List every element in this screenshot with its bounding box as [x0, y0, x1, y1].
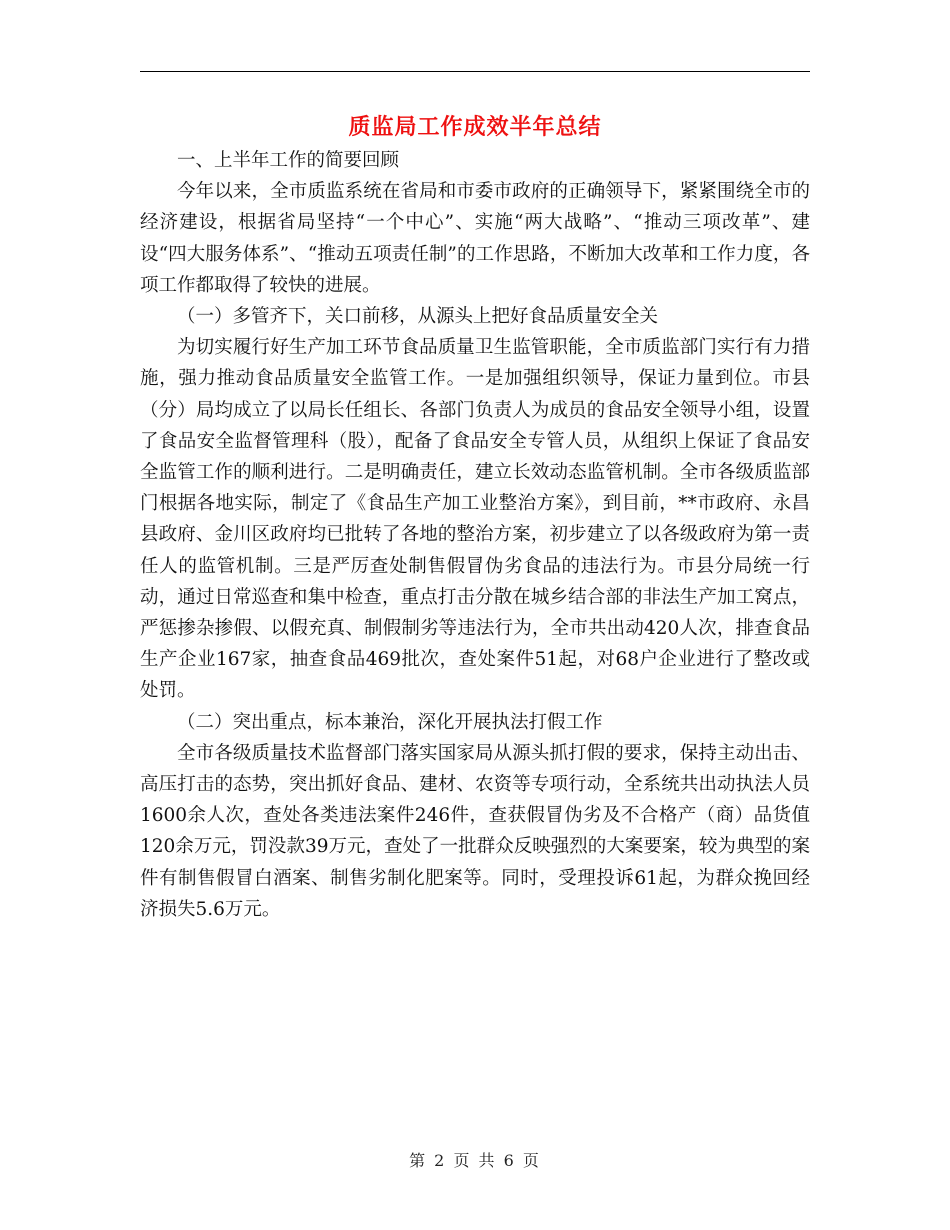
subsection-heading-food-safety: （一）多管齐下，关口前移，从源头上把好食品质量安全关 [177, 306, 659, 328]
paragraph-food-safety: 为切实履行好生产加工环节食品质量卫生监管职能，全市质监部门实行有力措施，强力推动食品质量安全监管工作。一是加强组织领导，保证力量到位。市县（分）局均成立了以局长任组长、各部门负责人为成员的食品安全领导小组，设置了食品安全监督管理科（股），配备了食品安全专管人员，从组织上保证了食品安全监管工作的顺利进行。二是明确责任，建立长效动态监管机制。全市各级质监部门根据各地实际，制定了《食品生产加工业整治方案》，到目前，**市政府、永昌县政府、金川区政府均已批转了各地的整治方案，初步建立了以各级政府为第一责任人的监管机制。三是严厉查处制售假冒伪劣食品的违法行为。市县分局统一行动，通过日常巡查和集中检查，重点打击分散在城乡结合部的非法生产加工窝点，严惩掺杂掺假、以假充真、制假制劣等违法行为，全市共出动420人次，排查食品生产企业167家，抽查食品469批次，查处案件51起，对68户企业进行了整改或处罚。 [140, 337, 810, 702]
header-rule [140, 71, 810, 72]
subsection-heading-anti-counterfeit: （二）突出重点，标本兼治，深化开展执法打假工作 [177, 711, 603, 733]
paragraph-anti-counterfeit: 全市各级质量技术监督部门落实国家局从源头抓打假的要求，保持主动出击、高压打击的态势，突出抓好食品、建材、农资等专项行动，全系统共出动执法人员1600余人次，查处各类违法案件246件，查获假冒伪劣及不合格产（商）品货值120余万元，罚没款39万元，查处了一批群众反映强烈的大案要案，较为典型的案件有制售假冒白酒案、制售劣制化肥案等。同时，受理投诉61起，为群众挽回经济损失5.6万元。 [140, 742, 810, 920]
document-title: 质监局工作成效半年总结 [348, 115, 602, 140]
paragraph-intro: 今年以来，全市质监系统在省局和市委市政府的正确领导下，紧紧围绕全市的经济建设，根据省局坚持“一个中心”、实施“两大战略”、“推动三项改革”、建设“四大服务体系”、“推动五项责任制”的工作思路，不断加大改革和工作力度，各项工作都取得了较快的进展。 [140, 181, 810, 296]
document-body [140, 145, 810, 925]
section-heading-review: 一、上半年工作的简要回顾 [177, 150, 400, 171]
page-number-footer: 第 2 页 共 6 页 [409, 1151, 541, 1170]
